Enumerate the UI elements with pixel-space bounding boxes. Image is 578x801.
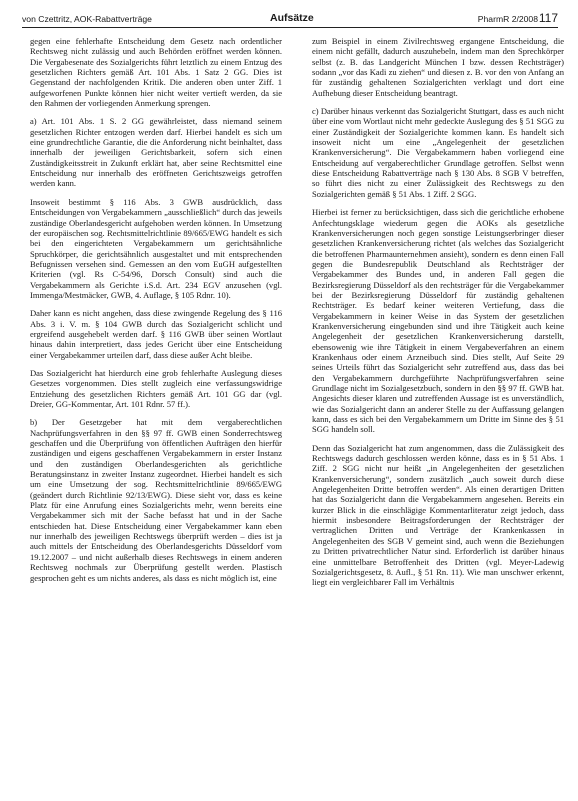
header-issue: PharmR 2/2008 [477, 14, 538, 24]
paragraph: c) Darüber hinaus verkennt das Sozialgericht Stuttgart, dass es auch nicht über eine vom Wortlaut nicht mehr gedeckte Auslegung des § 51 SGG zu einer Zuständigkeit der Sozialgerichte kommen kann. Es handelt sich insoweit nicht um eine „Angelegenheit der gesetzlichen Krankenversicherung“. Die Vergabekammern haben vorliegend eine Entscheidung auf vergaberechtlicher Grundlage getroffen. Selbst wenn diese Entscheidung Rabattverträge nach § 130 Abs. 8 SGB V betreffen, so führt dies nicht zu einer Zulässigkeit des Rechtswegs zu den Sozialgerichten gemäß § 51 Abs. 1 Ziff. 2 SGG. [312, 106, 564, 199]
paragraph: Hierbei ist ferner zu berücksichtigen, dass sich die gerichtliche erhobene Anfechtungsklage wiederum gegen die AOKs als gesetzliche Krankenversicherungen noch gegen sonstige Leistungserbringer dieser gesetzlichen Krankenversicherung richtet (als welches das Sozialgericht die betroffenen Pharmaunternehmen ansieht), sondern es denn einen Fall gegen die Bundesrepublik Deutschland als Rechtsträger der Vergabekammer des Bundes und, in anderen Fall gegen die Bezirksregierung Düsseldorf als den rechtsträger für die Vergabekammer bei der Bezirksregierung Düsseldorf für zuständig gehaltenen Rechtsträger. Es bedarf keiner weiteren Vertiefung, dass die Vergabekammern in keiner Weise in das System der gesetzlichen Krankenversicherung eingebunden sind und ihre Tätigkeit auch keine Angelegenheit der gesetzlichen Krankenversicherung darstellt, ebensowenig wie ihre Tätigkeit in einem Vergabeverfahren an einem Krankenhaus oder einem Arzneibuch sind. Dies stellt, Auf Seite 29 seines Urteils führt das Sozialgericht sehr zutreffend aus, dass das bei den Vergabekammern durchgeführte Nachprüfungsverfahren seine Grundlage nicht im Sozialgesetzbuch, sondern in den §§ 97 ff. GWB hat. Angesichts dieser klaren und zutreffenden Aussage ist es unverständlich, wie das Sozialgericht dann an anderer Stelle zu der Auffassung gelangen kann, dass es sich bei den Vergabekammern um Dritte im Sinne des § 51 SGG handeln soll. [312, 207, 564, 435]
page-number: 117 [538, 11, 558, 25]
paragraph: Das Sozialgericht hat hierdurch eine grob fehlerhafte Auslegung dieses Gesetzes vorgenommen. Dies stellt zugleich eine verfassungswidrige Entziehung des gesetzlichen Richters gemäß Art. 101 GG dar (vgl. Dreier, GG-Kommentar, Art. 101 Rdnr. 57 ff.). [30, 367, 282, 409]
running-header [22, 10, 558, 32]
paragraph: Denn das Sozialgericht hat zum angenommen, dass die Zulässigkeit des Rechtswegs dadurch geschlossen werden könne, dass es in § 51 Abs. 1 Ziff. 2 SGG nicht nur heißt „in Angelegenheiten der gesetzlichen Krankenversicherung“, sondern zusätzlich „auch soweit durch diese Angelegenheiten Dritte betroffen werden“. Als einen derartigen Dritten hat das Sozialgericht dann die Vergabekammern angesehen. Bereits ein kurzer Blick in die einschlägige Kommentarliteratur zeigt jedoch, dass hiermit insbesondere Beitragsforderungen der Rechtsträger der vertraglichen Dritten und Verträge der Krankenkassen in Angelegenheiten des SGB V gemeint sind, auch wenn die Beziehungen zu Dritten privatrechtlicher Natur sind. Erforderlich ist darüber hinaus eine unmittelbare Betroffenheit des Dritten (vgl. Meyer-Ladewig Sozialgerichtsgesetz, 8. Aufl., § 51 Rn. 11). Wie man unschwer erkennt, liegt ein vergleichbarer Fall im Verhältnis [312, 442, 564, 588]
header-author: von Czettritz, AOK-Rabattverträge [22, 14, 152, 24]
paragraph: b) Der Gesetzgeber hat mit dem vergaberechtlichen Nachprüfungsverfahren in den §§ 97 ff. GWB einen Sonderrechtsweg geschaffen und die Überprüfung von öffentlichen Aufträgen den hierfür zuständigen und eigens geschaffenen Vergabekammern in erster Instanz und den zuständigen Oberlandesgerichten als gerichtliche Beratungsinstanz in zweiter Instanz zugeordnet. Hierbei handelt es sich um eine Umsetzung der sog. Rechtsmittelrichtlinie 89/665/EWG (geändert durch Richtlinie 92/13/EWG). Diese sieht vor, dass es keine Platz für eine Anrufung eines Sozialgerichts mehr, wenn bereits eine Vergabekammer sich mit der Sache befasst hat und in der Sache entschieden hat. Diese Entscheidung einer Vergabekammer kann eben nur innerhalb des jeweiligen Rechtswegs überprüft werden – dies ist ja auch mittels der Entscheidung des Oberlandesgerichts Düsseldorf vom 19.12.2007 – und nicht außerhalb dieses Rechtswegs in einem anderen Rechtsweg nochmals zur Überprüfung gestellt werden. Plastisch gesprochen geht es um nichts anderes, als dass es nicht möglich ist, eine [30, 417, 282, 583]
paragraph: a) Art. 101 Abs. 1 S. 2 GG gewährleistet, dass niemand seinem gesetzlichen Richter entzogen werden darf. Hierbei handelt es sich um eine grundrechtliche Garantie, die die Anforderung nicht beinhaltet, dass innerhalb der jeweiligen Gerichtsbarkeit, sofern sich einen Zuständigkeitsstreit in Zukunft erklärt hat, aber seine Rechtsmittel eine Entscheidung nur innerhalb des eröffneten Gerichtszweigs getroffen werden kann. [30, 116, 282, 189]
header-rule [22, 27, 558, 28]
right-column [312, 36, 564, 794]
paragraph: zum Beispiel in einem Zivilrechtsweg ergangene Entscheidung, die einem nicht gefällt, dadurch auszuhebeln, indem man den Sprechkörper selbst (z. B. das Landgericht München I bzw. dessen Rechtsträger) sodann „vor das Kadi zu ziehen“ und diesen z. B. vor den von Anfang an für zuständig gehaltenen Sozialgerichten verklagt und dort eine Aufhebung dieser Entscheidung beantragt. [312, 36, 564, 98]
paragraph: gegen eine fehlerhafte Entscheidung dem Gesetz nach ordentlicher Rechtsweg nicht zulässig und auch Behörden eröffnet werden können. Die Vergabesenate des Sozialgerichts führt letztlich zu einem Entzug des gesetzlichen Richters gemäß Art. 101 Abs. 1 Satz 2 GG. Dies ist Gegenstand der nachfolgenden Kritik. Die anderen oben unter Ziff. 1 aufgeworfenen Punkte können hier nicht weiter vertieft werden, da sie den Rahmen der vorliegenden Anmerkung sprengen. [30, 36, 282, 109]
paragraph: Insoweit bestimmt § 116 Abs. 3 GWB ausdrücklich, dass Entscheidungen von Vergabekammern „ausschließlich“ durch das jeweils zuständige Oberlandesgericht aufgehoben werden können. In Umsetzung der europäischen sog. Rechtsmittelrichtlinie 89/665/EWG handelt es sich bei den eingerichteten Vergabekammern um gerichtsähnliche Spruchkörper, die gerichtsähnlich ausgestaltet und mit entsprechenden Befugnissen versehen sind. Gemessen an den vom EuGH aufgestellten Kriterien (vgl. Rs C-54/96, Dorsch Consult) sind auch die Vergabekammern als Gerichte i.S.d. Art. 234 EGV anzusehen (vgl. Immenga/Mestmäcker, GWB, 4. Auflage, § 105 Rdnr. 10). [30, 196, 282, 300]
header-section: Aufsätze [270, 12, 314, 24]
left-column [30, 36, 282, 794]
paragraph: Daher kann es nicht angehen, dass diese zwingende Regelung des § 116 Abs. 3 i. V. m. § 104 GWB durch das Sozialgericht schlicht und ergreifend ausgehebelt werden darf. § 116 GWB über seinen Wortlaut hinaus dahin interpretiert, dass jedes Gericht über eine Entscheidung einer Vergabekammer urteilen darf, dass diese außer Acht bleibe. [30, 308, 282, 360]
